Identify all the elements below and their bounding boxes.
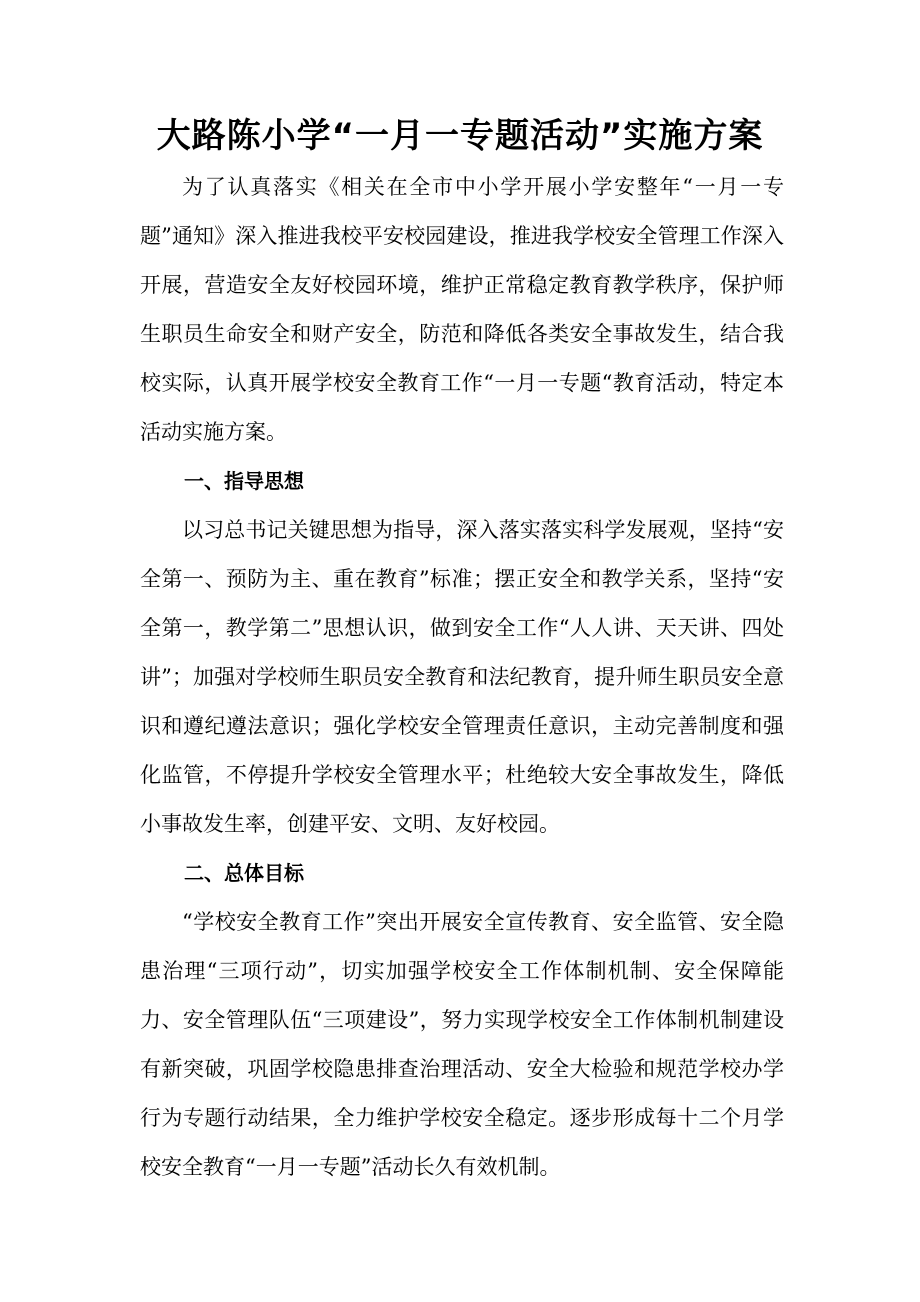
section-heading-overall-goal: 二、总体目标 bbox=[184, 861, 304, 885]
document-title: 大路陈小学“一月一专题活动”实施方案 bbox=[156, 116, 764, 156]
section-body-overall-goal: “学校安全教育工作”突出开展安全宣传教育、安全监管、安全隐患治理“三项行动”，切实加强学校安全工作体制机制、安全保障能力、安全管理队伍“三项建设”，努力实现学校安全工作体制机制建设有新突破，巩固学校隐患排查治理活动、安全大检验和规范学校办学行为专题行动结果，全力维护学校安全稳定。逐步形成每十二个月学校安全教育“一月一专题”活动长久有效机制。 bbox=[140, 910, 784, 1179]
section-heading-guiding-ideology: 一、指导思想 bbox=[184, 469, 304, 493]
document-body bbox=[140, 163, 784, 1192]
section-body-guiding-ideology: 以习总书记关键思想为指导，深入落实落实科学发展观，坚持“安全第一、预防为主、重在教育”标准；摆正安全和教学关系，坚持“安全第一，教学第二”思想认识，做到安全工作“人人讲、天天讲、四处讲”；加强对学校师生职员安全教育和法纪教育，提升师生职员安全意识和遵纪遵法意识；强化学校安全管理责任意识，主动完善制度和强化监管，不停提升学校安全管理水平；杜绝较大安全事故发生，降低小事故发生率，创建平安、文明、友好校园。 bbox=[140, 518, 784, 836]
intro-paragraph: 为了认真落实《相关在全市中小学开展小学安整年“一月一专题”通知》深入推进我校平安校园建设，推进我学校安全管理工作深入开展，营造安全友好校园环境，维护正常稳定教育教学秩序，保护师生职员生命安全和财产安全，防范和降低各类安全事故发生，结合我校实际，认真开展学校安全教育工作“一月一专题“教育活动，特定本活动实施方案。 bbox=[140, 175, 784, 444]
